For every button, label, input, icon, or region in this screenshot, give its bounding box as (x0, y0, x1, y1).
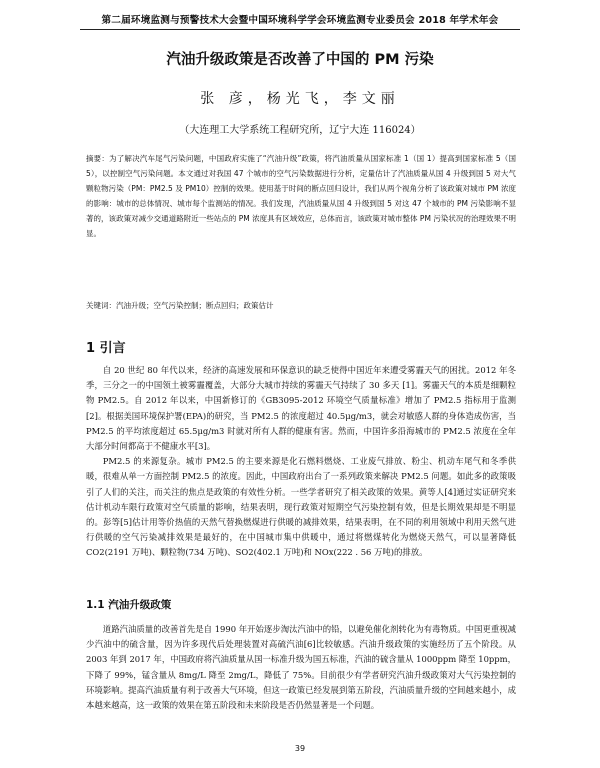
section-gasoline-upgrade-body (86, 622, 516, 713)
section-introduction-body (86, 363, 516, 561)
running-header: 第二届环境监测与预警技术大会暨中国环境科学学会环境监测专业委员会 2018 年学术年会 (101, 15, 499, 26)
body-paragraph: PM2.5 的来源复杂。城市 PM2.5 的主要来源是化石燃料燃烧、工业废气排放、粉尘、机动车尾气和冬季供暖，很难从单一方面控制 PM2.5 的浓度。因此，中国政府出台了一系列政策来解决 PM2.5 问题。如此多的政策吸引了人们的关注，而关注的焦点是政策的有效性分析。一些学者研究了相关政策的效果。黄等人[4]通过实证研究来估计机动车限行政策对空气质量的影响，结果表明，现行政策对短期空气污染控制有效，但是长期效果却是不明显的。彭等[5]估计用等价热值的天然气替换燃煤进行供暖的减排效果，结果表明，在不同的利用领域中利用天然气进行供暖的空气污染减排效果是最好的，在中国城市集中供暖中，通过将燃煤转化为燃烧天然气，可以显著降低 CO2(2191 万吨)、颗粒物(734 万吨)、SO2(402.1 万吨)和 NOx(222 . 56 万吨)的排放。 (86, 456, 516, 558)
body-paragraph: 自 20 世纪 80 年代以来，经济的高速发展和环保意识的缺乏使得中国近年来遭受雾霾天气的困扰。2012 年冬季，三分之一的中国领土被雾霾覆盖，大部分大城市持续的雾霾天气持续了 30 多天 [1]。雾霾天气的本质是细颗粒物 PM2.5。自 2012 年以来，中国新修订的《GB3095-2012 环境空气质量标准》增加了 PM2.5 指标用于监测[2]。根据美国环境保护署(EPA)的研究，当 PM2.5 的浓度超过 40.5μg/m3，就会对敏感人群的身体造成伤害，当 PM2.5 的平均浓度超过 65.5μg/m3 时就对所有人群的健康有害。然而，中国许多沿海城市的 PM2.5 浓度在全年大部分时间都高于不健康水平[3]。 (86, 365, 516, 452)
abstract: 摘要：为了解决汽车尾气污染问题，中国政府实施了“汽油升级”政策，将汽油质量从国家标准 1（国 1）提高到国家标准 5（国 5），以控制空气污染问题。本文通过对我国 47 个城市的空气污染数据进行分析，定量估计了汽油质量从国 4 升级到国 5 对大气颗粒物污染（PM：PM2.5 及 PM10）控制的效果。使用基于时间的断点回归设计，我们从两个视角分析了该政策对城市 PM 浓度的影响：城市的总体情况、城市每个监测站的情况。我们发现，汽油质量从国 4 升级到国 5 对这 47 个城市的 PM 污染影响不显著的，该政策对减少交通道路附近一些站点的 PM 浓度具有区域效应，总体而言，该政策对城市整体 PM 污染状况的治理效果不明显。 (86, 154, 516, 239)
section-heading-introduction: 1 引言 (86, 341, 126, 356)
paper-affiliation: （大连理工大学系统工程研究所，辽宁大连 116024） (179, 125, 421, 136)
body-paragraph: 道路汽油质量的改善首先是自 1990 年开始逐步淘汰汽油中的铅，以避免催化剂转化为有毒物质。中国更重视减少汽油中的硫含量，因为许多现代后处理装置对高硫汽油[6]比较敏感。汽油升级政策的实施经历了五个阶段。从 2003 年到 2017 年，中国政府将汽油质量从国一标准升级为国五标准，汽油的硫含量从 1000ppm 降至 10ppm，下降了 99%，锰含量从 8mg/L 降至 2mg/L，降低了 75%。目前很少有学者研究汽油升级政策对大气污染控制的环境影响。提高汽油质量有利于改善大气环境，但这一政策已经发展到第五阶段，汽油质量升级的空间越来越小，成本越来越高，这一政策的效果在第五阶段和未来阶段是否仍然显著是一个问题。 (86, 624, 516, 711)
page-number: 39 (294, 744, 306, 753)
keywords: 关键词：汽油升级；空气污染控制；断点回归；政策估计 (86, 301, 274, 310)
paper-title: 汽油升级政策是否改善了中国的 PM 污染 (166, 52, 434, 68)
section-heading-gasoline-upgrade: 1.1 汽油升级政策 (86, 599, 172, 611)
header-rule (80, 29, 520, 30)
paper-authors: 张 彦，杨光飞，李文丽 (200, 91, 400, 107)
